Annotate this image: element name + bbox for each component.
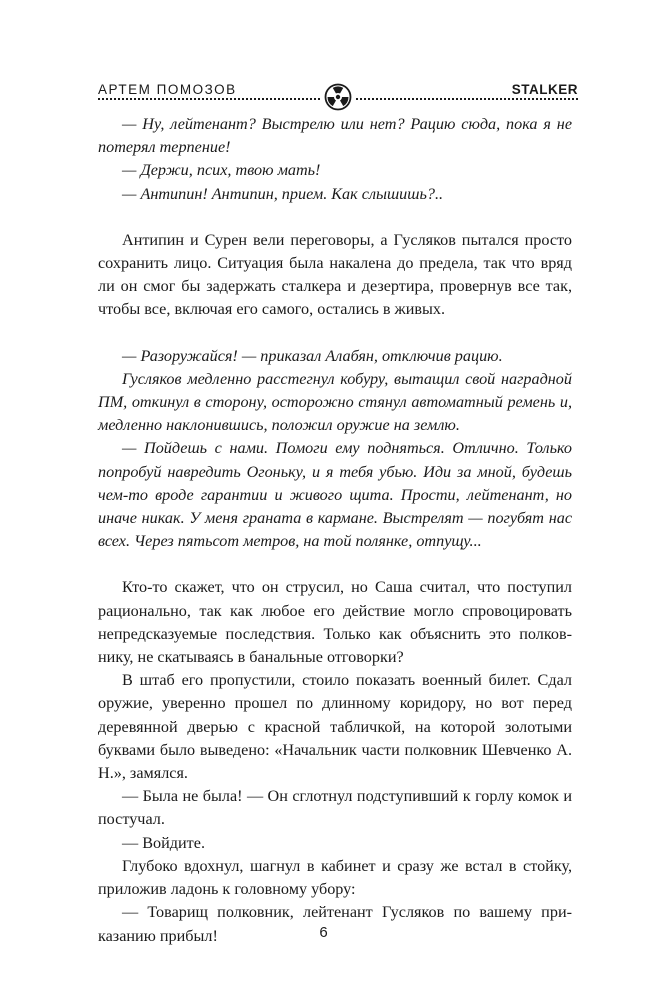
italic-paragraph: — Держи, псих, твою мать! bbox=[122, 161, 321, 180]
page-number: 6 bbox=[319, 924, 328, 941]
body-paragraph: — Была не была! — Он сглотнул подступивший к горлу комок и постучал. bbox=[98, 787, 572, 829]
body-paragraph: В штаб его пропустили, стоило показать военный билет. Сдал оружие, уверенно прошел по длинному коридору, но вот перед деревянной дверью с красной табличкой, на которой золотыми буквами было выведено: «Начальник части полковник Шевченко А. Н.», замялся. bbox=[98, 671, 572, 783]
paragraph-gap bbox=[98, 206, 572, 229]
italic-paragraph: — Антипин! Антипин, прием. Как слышишь?.. bbox=[122, 184, 444, 203]
italic-paragraph: — Пойдешь с нами. Помоги ему подняться. Отлично. Только попробуй навредить Огоньку, и я тебя убью. Иди за мной, будешь чем-то вроде гарантии и живого щита. Прости, лейтенант, но иначе никак. У меня граната в кармане. Выстрелят — погубят нас всех. Через пятьсот метров, на той полянке, отпущу... bbox=[98, 439, 572, 551]
radiation-icon bbox=[324, 83, 352, 111]
paragraph-gap bbox=[98, 553, 572, 576]
body-paragraph: Глубоко вдохнул, шагнул в кабинет и сразу же встал в стойку, приложив ладонь к головному убору: bbox=[98, 856, 572, 899]
body-paragraph: Кто-то скажет, что он струсил, но Саша считал, что поступил рационально, так как любое его действие могло спровоцировать непредсказуемые последствия. Только как объяснить это полковнику, не скатываясь в банальные отговорки? bbox=[98, 578, 572, 667]
header-author: АРТЕМ ПОМОЗОВ bbox=[98, 82, 237, 97]
running-header bbox=[98, 78, 578, 110]
paragraph-gap bbox=[98, 322, 572, 345]
header-dotted-rule-right bbox=[356, 98, 578, 100]
italic-paragraph: — Разоружайся! — приказал Алабян, отключив рацию. bbox=[122, 346, 503, 365]
body-paragraph: — Войдите. bbox=[122, 833, 205, 852]
page-body bbox=[98, 113, 572, 948]
body-paragraph: — Товарищ полковник, лейтенант Гусляков по вашему приказанию прибыл! bbox=[98, 903, 572, 945]
body-paragraph: Антипин и Сурен вели переговоры, а Гусляков пытался просто сохранить лицо. Ситуация была накалена до предела, так что вряд ли он смог бы задержать сталкера и дезертира, провернув все так, чтобы все, включая его самого, остались в живых. bbox=[98, 230, 572, 319]
header-series: STALKER bbox=[511, 82, 578, 97]
italic-paragraph: Гусляков медленно расстегнул кобуру, вытащил свой наградной ПМ, откинул в сторону, осторожно стянул автоматный ремень и, медленно наклонившись, положил оружие на землю. bbox=[98, 369, 572, 435]
header-dotted-rule-left bbox=[98, 98, 320, 100]
italic-paragraph: — Ну, лейтенант? Выстрелю или нет? Рацию сюда, пока я не потерял терпение! bbox=[98, 115, 572, 157]
